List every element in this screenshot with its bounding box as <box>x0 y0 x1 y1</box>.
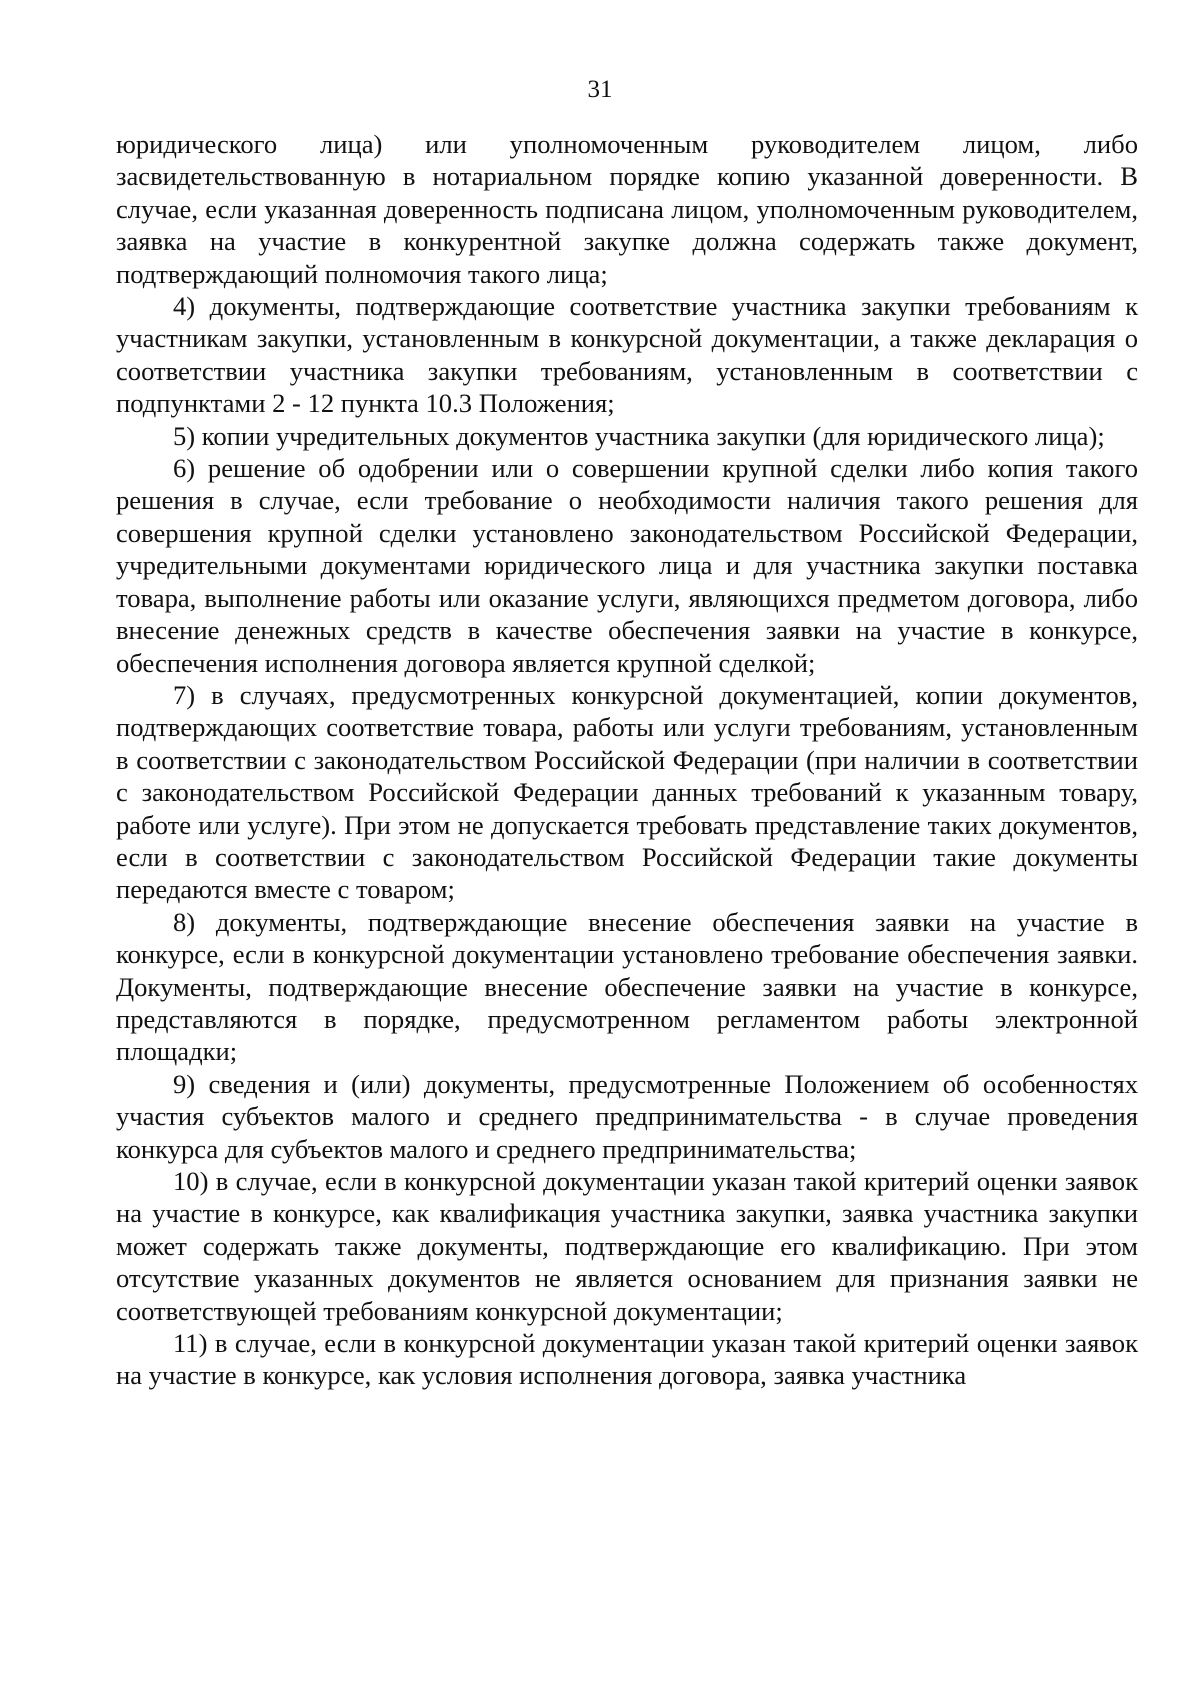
paragraph-item-10: 10) в случае, если в конкурсной документации указан такой критерий оценки заявок на участие в конкурсе, как квалификация участника закупки, заявка участника закупки может содержать также документы, подтверждающие его квалификацию. При этом отсутствие указанных документов не является основанием для признания заявки не соответствующей требованиям конкурсной документации; <box>116 1166 1138 1326</box>
paragraph-item-6: 6) решение об одобрении или о совершении крупной сделки либо копия такого решения в случае, если требование о необходимости наличия такого решения для совершения крупной сделки установлено законодательством Российской Федерации, учредительными документами юридического лица и для участника закупки поставка товара, выполнение работы или оказание услуги, являющихся предметом договора, либо внесение денежных средств в качестве обеспечения заявки на участие в конкурсе, обеспечения исполнения договора является крупной сделкой; <box>116 453 1138 678</box>
paragraph-item-5: 5) копии учредительных документов участника закупки (для юридического лица); <box>173 420 1105 451</box>
page-number: 31 <box>587 76 613 103</box>
paragraph-item-7: 7) в случаях, предусмотренных конкурсной документацией, копии документов, подтверждающих соответствие товара, работы или услуги требованиям, установленным в соответствии с законодательством Российской Федерации (при наличии в соответствии с законодательством Российской Федерации данных требований к указанным товару, работе или услуге). При этом не допускается требовать представление таких документов, если в соответствии с законодательством Российской Федерации такие документы передаются вместе с товаром; <box>116 679 1138 905</box>
paragraph-item-11: 11) в случае, если в конкурсной документации указан такой критерий оценки заявок на участие в конкурсе, как условия исполнения договора, заявка участника <box>116 1328 1138 1391</box>
document-body <box>116 128 1138 1392</box>
paragraph-continuation: юридического лица) или уполномоченным руководителем лицом, либо засвидетельствованную в нотариальном порядке копию указанной доверенности. В случае, если указанная доверенность подписана лицом, уполномоченным руководителем, заявка на участие в конкурентной закупке должна содержать также документ, подтверждающий полномочия такого лица; <box>116 129 1138 289</box>
paragraph-item-9: 9) сведения и (или) документы, предусмотренные Положением об особенностях участия субъектов малого и среднего предпринимательства - в случае проведения конкурса для субъектов малого и среднего предпринимательства; <box>116 1068 1138 1164</box>
paragraph-item-8: 8) документы, подтверждающие внесение обеспечения заявки на участие в конкурсе, если в конкурсной документации установлено требование обеспечения заявки. Документы, подтверждающие внесение обеспечение заявки на участие в конкурсе, представляются в порядке, предусмотренном регламентом работы электронной площадки; <box>116 906 1138 1067</box>
paragraph-item-4: 4) документы, подтверждающие соответствие участника закупки требованиям к участникам закупки, установленным в конкурсной документации, а также декларация о соответствии участника закупки требованиям, установленным в соответствии с подпунктами 2 - 12 пункта 10.3 Положения; <box>116 291 1138 419</box>
